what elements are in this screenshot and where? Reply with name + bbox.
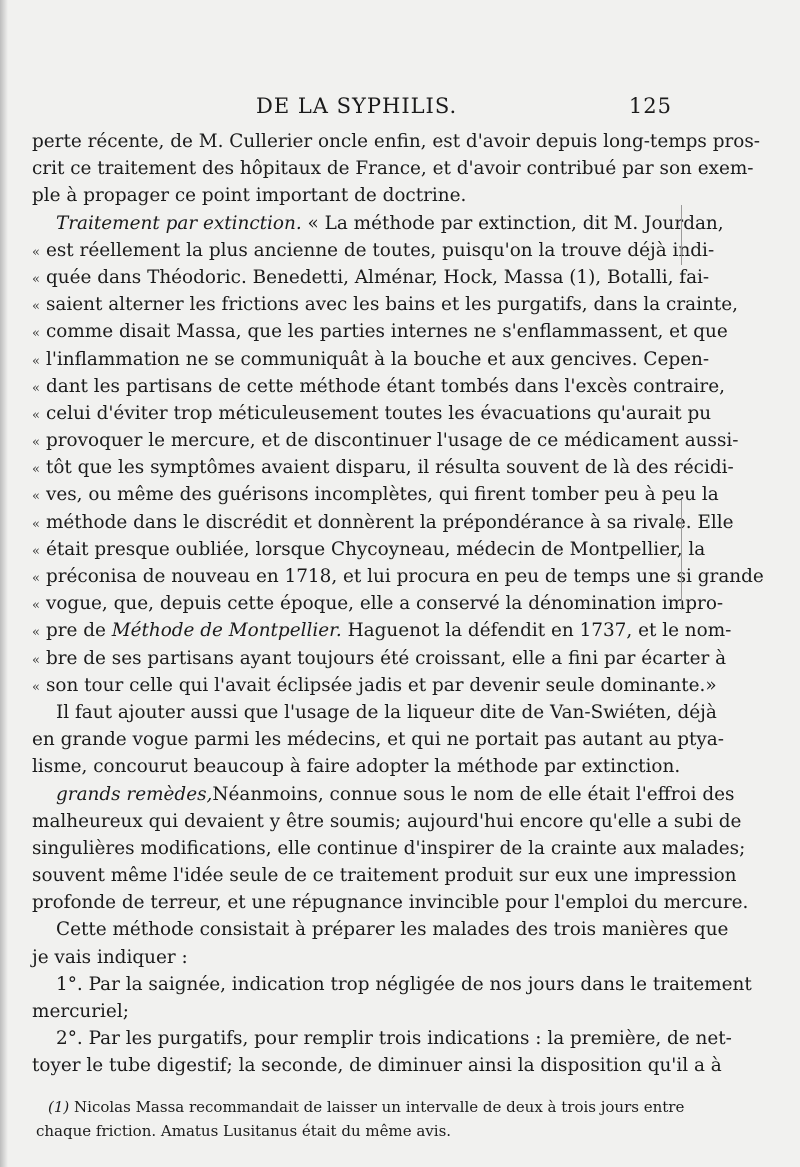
line-text: « La méthode par extinction, dit M. Jourdan,: [301, 212, 724, 234]
line-text: comme disait Massa, que les parties internes ne s'enflammassent, et que: [45, 321, 728, 343]
text-line: 1°. Par la saignée, indication trop négligée de nos jours dans le traitement: [56, 973, 752, 995]
line-text: dant les partisans de cette méthode étant tombés dans l'excès contraire,: [45, 375, 725, 397]
quote-mark: «: [32, 489, 40, 505]
bleed-mark: [671, 500, 682, 610]
line-text: vogue, que, depuis cette époque, elle a conservé la dénomination impro-: [45, 593, 724, 615]
text-line: [32, 264, 710, 291]
quote-mark: «: [32, 299, 40, 315]
line-text: tôt que les symptômes avaient disparu, il résulta souvent de là des récidi-: [45, 457, 734, 479]
footnote-line: [36, 1095, 685, 1119]
line-text: Néanmoins, connue sous le nom de: [212, 783, 549, 805]
footnote: [36, 1095, 685, 1143]
text-line: mercuriel;: [32, 1001, 129, 1022]
paragraph: [32, 699, 724, 781]
text-line: singulières modifications, elle continue d'inspirer de la crainte aux malades;: [32, 837, 746, 859]
quote-mark: «: [32, 380, 40, 396]
line-text: était presque oubliée, lorsque Chycoyneau, médecin de Montpellier, la: [45, 538, 706, 560]
text-line: malheureux qui devaient y être soumis; aujourd'hui encore qu'elle a subi de: [32, 810, 742, 832]
line-text: pre de: [45, 620, 112, 642]
page-number: 125: [628, 94, 672, 118]
line-text: est réellement la plus ancienne de toutes, puisqu'on la trouve déjà indi-: [45, 239, 715, 261]
quote-mark: «: [32, 271, 40, 287]
quote-mark: «: [32, 244, 40, 260]
italic-text: grands remèdes,: [56, 783, 213, 805]
text-line: perte récente, de M. Cullerier oncle enfin, est d'avoir depuis long-temps pros-: [32, 131, 760, 152]
quote-mark: «: [32, 598, 40, 614]
footnote-text: Nicolas Massa recommandait de laisser un intervalle de deux à trois jours entre: [74, 1098, 685, 1116]
text-line: [32, 318, 728, 345]
line-text: provoquer le mercure, et de discontinuer l'usage de ce médicament aussi-: [45, 430, 739, 452]
quote-mark: «: [32, 462, 40, 478]
paragraph: [32, 781, 749, 917]
line-text: son tour celle qui l'avait éclipsée jadis et par devenir seule dominante.»: [45, 674, 717, 696]
text-line: [32, 454, 734, 481]
text-line: [32, 563, 764, 590]
line-text: quée dans Théodoric. Benedetti, Alménar, Hock, Massa (1), Botalli, fai-: [45, 266, 710, 288]
text-line: [32, 645, 727, 672]
text-line: souvent même l'idée seule de ce traitement produit sur eux une impression: [32, 865, 737, 887]
quote-mark: «: [32, 516, 40, 532]
line-text: elle était l'effroi des: [548, 783, 735, 805]
quote-mark: «: [32, 625, 40, 641]
text-line: lisme, concourut beaucoup à faire adopter la méthode par extinction.: [32, 756, 681, 778]
line-text: méthode dans le discrédit et donnèrent la prépondérance à sa rivale. Elle: [45, 511, 734, 533]
line-text: bre de ses partisans ayant toujours été croissant, elle a fini par écarter à: [45, 647, 727, 669]
quote-mark: «: [32, 326, 40, 342]
paragraph: [32, 210, 764, 699]
footnote-marker: (1): [48, 1098, 75, 1116]
text-line: profonde de terreur, et une répugnance invincible pour l'emploi du mercure.: [32, 892, 749, 914]
quote-mark: «: [32, 407, 40, 423]
line-text: celui d'éviter trop méticuleusement toutes les évacuations qu'aurait pu: [45, 402, 712, 424]
main-text: [32, 128, 764, 1080]
line-text: l'inflammation ne se communiquât à la bouche et aux gencives. Cepen-: [45, 348, 710, 370]
quote-mark: «: [32, 571, 40, 586]
text-line: [32, 781, 735, 808]
text-line: [32, 237, 715, 264]
text-line: en grande vogue parmi les médecins, et qui ne portait pas autant au ptya-: [32, 729, 724, 751]
italic-text: Méthode de Montpellier.: [111, 620, 342, 642]
text-line: 2°. Par les purgatifs, pour remplir trois indications : la première, de net-: [56, 1028, 732, 1050]
text-line: [32, 346, 710, 373]
paragraph: [32, 916, 729, 970]
text-line: je vais indiquer :: [32, 946, 188, 968]
footnote-line: [36, 1119, 678, 1143]
text-line: [32, 427, 739, 454]
quote-mark: «: [32, 543, 40, 559]
line-text: ves, ou même des guérisons incomplètes, qui firent tomber peu à peu la: [45, 484, 719, 506]
bleed-mark: [671, 205, 682, 265]
quote-mark: «: [32, 353, 40, 369]
line-text: saient alterner les frictions avec les bains et les purgatifs, dans la crainte,: [45, 294, 738, 316]
text-line: [32, 672, 717, 699]
quote-mark: «: [32, 435, 40, 451]
italic-text: Traitement par extinction.: [56, 212, 302, 234]
text-line: toyer le tube digestif; la seconde, de diminuer ainsi la disposition qu'il a à: [32, 1055, 722, 1077]
paragraph: [32, 128, 760, 210]
text-line: crit ce traitement des hôpitaux de France, et d'avoir contribué par son exem-: [32, 158, 754, 180]
quote-mark: «: [32, 679, 40, 695]
text-line: [32, 210, 724, 237]
quote-mark: «: [32, 652, 40, 668]
text-line: ple à propager ce point important de doctrine.: [32, 185, 467, 207]
text-line: [32, 590, 724, 617]
text-line: [32, 373, 725, 400]
paragraph: [32, 1025, 732, 1079]
paragraph: [32, 971, 752, 1025]
text-line: [32, 617, 732, 644]
footnote-text: chaque friction. Amatus Lusitanus était du même avis.: [36, 1122, 452, 1140]
running-head: DE LA SYPHILIS.: [256, 94, 458, 118]
text-line: [32, 509, 734, 536]
text-line: Cette méthode consistait à préparer les malades des trois manières que: [56, 919, 729, 941]
line-text: préconisa de nouveau en 1718, et lui procura en peu de temps une si grande: [45, 566, 764, 587]
text-line: [32, 400, 712, 427]
text-line: [32, 536, 706, 563]
line-text: Haguenot la défendit en 1737, et le nom-: [341, 620, 732, 642]
text-line: [32, 481, 719, 508]
text-line: [32, 291, 738, 318]
text-line: Il faut ajouter aussi que l'usage de la liqueur dite de Van-Swiéten, déjà: [56, 701, 717, 723]
